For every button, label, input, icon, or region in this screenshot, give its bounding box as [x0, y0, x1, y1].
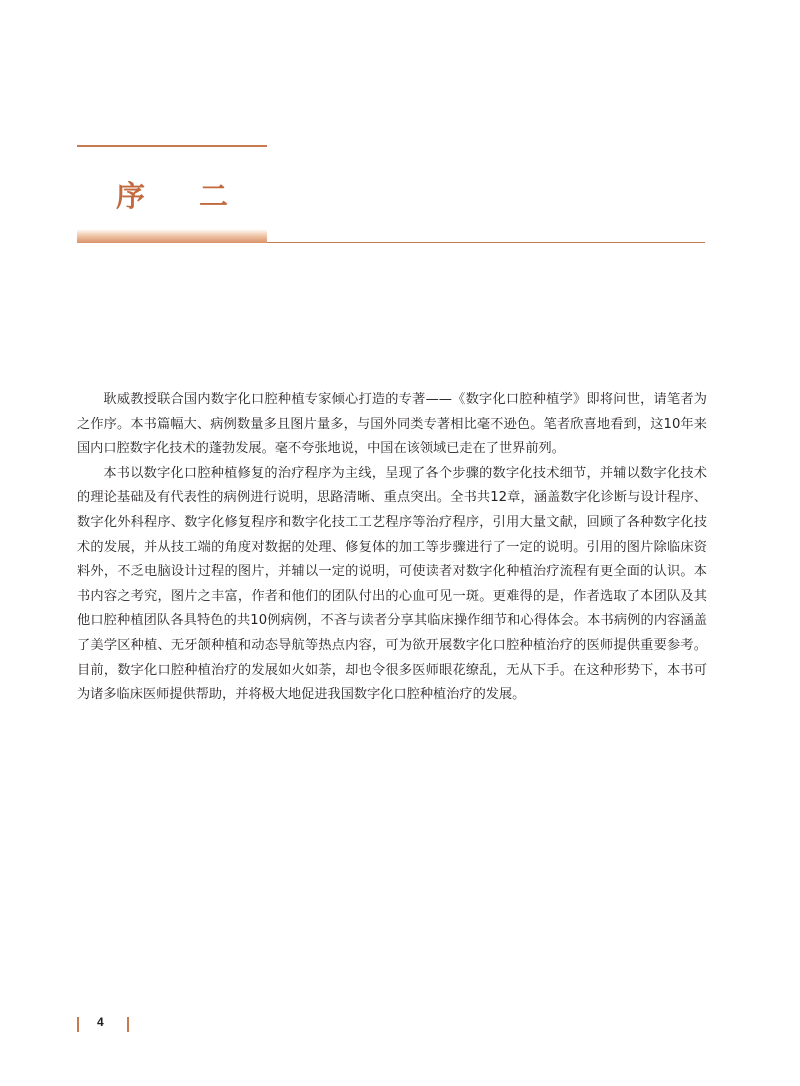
preface-body: [77, 388, 707, 708]
chapter-title-char-2: 二: [199, 179, 229, 213]
folio-bar-right: [127, 1017, 129, 1032]
header-top-rule: [77, 145, 267, 147]
header-gradient-band: [77, 229, 267, 243]
paragraph-2: 本书以数字化口腔种植修复的治疗程序为主线，呈现了各个步骤的数字化技术细节，并辅以数字化技术的理论基础及有代表性的病例进行说明，思路清晰、重点突出。全书共12章，涵盖数字化诊断与设计程序、数字化外科程序、数字化修复程序和数字化技工工艺程序等治疗程序，引用大量文献，回顾了各种数字化技术的发展，并从技工端的角度对数据的处理、修复体的加工等步骤进行了一定的说明。引用的图片除临床资料外，不乏电脑设计过程的图片，并辅以一定的说明，可使读者对数字化种植治疗流程有更全面的认识。本书内容之考究，图片之丰富，作者和他们的团队付出的心血可见一斑。更难得的是，作者选取了本团队及其他口腔种植团队各具特色的共10例病例，不吝与读者分享其临床操作细节和心得体会。本书病例的内容涵盖了美学区种植、无牙颌种植和动态导航等热点内容，可为欲开展数字化口腔种植治疗的医师提供重要参考。目前，数字化口腔种植治疗的发展如火如荼，却也令很多医师眼花缭乱，无从下手。在这种形势下，本书可为诸多临床医师提供帮助，并将极大地促进我国数字化口腔种植治疗的发展。: [77, 465, 707, 703]
header-bottom-rule: [267, 242, 705, 243]
folio-bar-left: [77, 1017, 79, 1032]
chapter-title: [116, 168, 276, 216]
chapter-title-char-1: 序: [116, 179, 146, 213]
paragraph-1: 耿威教授联合国内数字化口腔种植专家倾心打造的专著——《数字化口腔种植学》即将问世，请笔者为之作序。本书篇幅大、病例数量多且图片量多，与国外同类专著相比毫不逊色。笔者欣喜地看到，这10年来国内口腔数字化技术的蓬勃发展。毫不夸张地说，中国在该领域已走在了世界前列。: [77, 392, 707, 457]
page-number: 4: [97, 1015, 104, 1029]
